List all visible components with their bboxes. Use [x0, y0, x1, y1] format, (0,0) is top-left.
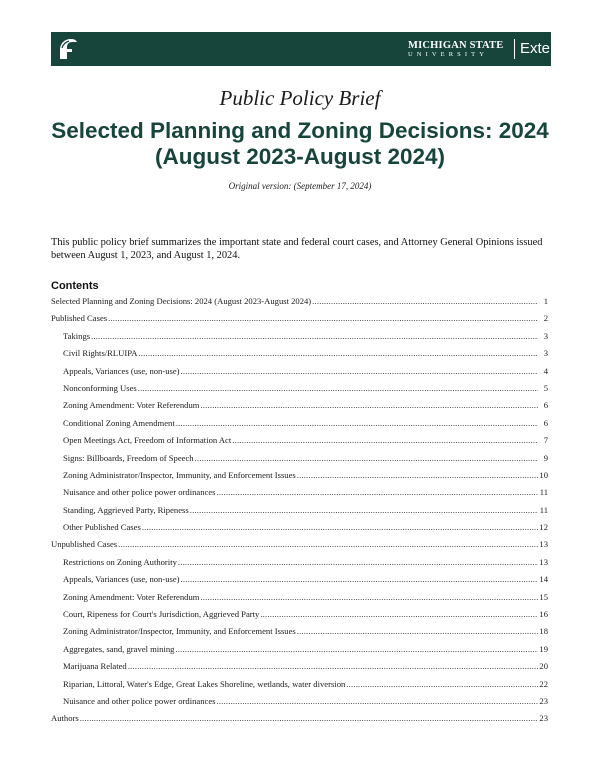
toc-entry-page: 6 — [543, 417, 548, 428]
toc-entry-page: 7 — [543, 435, 548, 446]
toc-entry[interactable] — [51, 696, 548, 713]
toc-entry-page: 22 — [539, 678, 548, 689]
toc-entry-page: 23 — [539, 695, 548, 706]
toc-entry[interactable] — [51, 453, 548, 470]
toc-entry[interactable] — [51, 522, 548, 539]
toc-entry-title: Zoning Administrator/Inspector, Immunity, and Enforcement Issues — [63, 626, 296, 637]
toc-entry-title: Standing, Aggrieved Party, Ripeness — [63, 504, 189, 515]
toc-entry[interactable] — [51, 348, 548, 365]
toc-entry[interactable] — [51, 313, 548, 330]
toc-entry-page: 16 — [539, 609, 548, 620]
toc-dot-leader — [108, 313, 538, 323]
toc-entry-title: Civil Rights/RLUIPA — [63, 348, 138, 359]
summary-paragraph: This public policy brief summarizes the important state and federal court cases, and Attorney General Opinions issued between August 1, 2023, and August 1, 2024. — [51, 237, 543, 261]
toc-entry-page: 13 — [539, 539, 548, 550]
toc-entry-page: 11 — [539, 504, 548, 515]
toc-entry-title: Court, Ripeness for Court's Jurisdiction, Aggrieved Party — [63, 609, 260, 620]
header-divider — [514, 39, 515, 59]
toc-entry-title: Zoning Amendment: Voter Referendum — [63, 591, 200, 602]
toc-dot-leader — [181, 366, 538, 376]
toc-dot-leader — [200, 592, 538, 602]
toc-entry-title: Nuisance and other police power ordinances — [63, 695, 216, 706]
toc-entry-title: Unpublished Cases — [51, 539, 118, 550]
toc-entry-page: 15 — [539, 591, 548, 602]
toc-entry-title: Riparian, Littoral, Water's Edge, Great Lakes Shoreline, wetlands, water diversion — [63, 678, 346, 689]
toc-dot-leader — [297, 626, 538, 636]
extension-label: Extension — [520, 40, 586, 57]
toc-dot-leader — [91, 331, 538, 341]
toc-entry[interactable] — [51, 713, 548, 730]
toc-entry[interactable] — [51, 296, 548, 313]
toc-dot-leader — [232, 435, 538, 445]
toc-entry-title: Aggregates, sand, gravel mining — [63, 643, 175, 654]
toc-entry-title: Published Cases — [51, 313, 108, 324]
toc-entry-title: Appeals, Variances (use, non-use) — [63, 365, 180, 376]
toc-entry-page: 3 — [543, 330, 548, 341]
toc-entry-page: 1 — [543, 296, 548, 306]
toc-entry-title: Marijuana Related — [63, 661, 127, 672]
toc-entry[interactable] — [51, 661, 548, 678]
toc-dot-leader — [80, 713, 538, 723]
toc-dot-leader — [138, 348, 538, 358]
toc-entry-title: Zoning Administrator/Inspector, Immunity, and Enforcement Issues — [63, 469, 296, 480]
toc-entry-page: 9 — [543, 452, 548, 463]
toc-entry[interactable] — [51, 679, 548, 696]
brief-type-heading: Public Policy Brief — [219, 86, 381, 110]
toc-entry[interactable] — [51, 435, 548, 452]
toc-entry[interactable] — [51, 470, 548, 487]
toc-entry[interactable] — [51, 574, 548, 591]
toc-entry-title: Nonconforming Uses — [63, 382, 137, 393]
toc-entry-page: 19 — [539, 643, 548, 654]
spartan-helmet-icon — [57, 37, 79, 61]
toc-entry-page: 5 — [543, 382, 548, 393]
toc-dot-leader — [178, 557, 538, 567]
toc-entry[interactable] — [51, 557, 548, 574]
toc-entry-page: 18 — [539, 626, 548, 637]
toc-entry[interactable] — [51, 626, 548, 643]
toc-entry[interactable] — [51, 644, 548, 661]
toc-dot-leader — [175, 644, 538, 654]
toc-entry[interactable] — [51, 383, 548, 400]
toc-dot-leader — [216, 696, 538, 706]
toc-dot-leader — [297, 470, 538, 480]
toc-entry-page: 12 — [539, 522, 548, 533]
toc-entry[interactable] — [51, 505, 548, 522]
toc-entry-page: 6 — [543, 400, 548, 411]
document-title: Selected Planning and Zoning Decisions: 2024 (August 2023-August 2024) — [51, 118, 549, 169]
toc-entry-page: 3 — [543, 348, 548, 359]
contents-heading: Contents — [51, 280, 99, 292]
toc-dot-leader — [128, 661, 538, 671]
toc-dot-leader — [181, 574, 538, 584]
toc-entry-title: Open Meetings Act, Freedom of Information Act — [63, 435, 232, 446]
toc-dot-leader — [346, 679, 538, 689]
toc-entry[interactable] — [51, 487, 548, 504]
toc-entry[interactable] — [51, 400, 548, 417]
toc-entry-page: 13 — [539, 556, 548, 567]
toc-entry-title: Other Published Cases — [63, 522, 141, 533]
toc-dot-leader — [312, 296, 538, 306]
toc-entry-page: 11 — [539, 487, 548, 498]
toc-dot-leader — [176, 418, 538, 428]
toc-entry-title: Authors — [51, 713, 79, 724]
table-of-contents — [51, 296, 548, 731]
header-band — [51, 32, 586, 66]
toc-entry[interactable] — [51, 418, 548, 435]
toc-dot-leader — [142, 522, 538, 532]
version-note: Original version: (September 17, 2024) — [228, 181, 372, 191]
toc-entry-page: 23 — [539, 713, 548, 724]
toc-dot-leader — [216, 487, 538, 497]
toc-dot-leader — [200, 400, 538, 410]
toc-entry-title: Appeals, Variances (use, non-use) — [63, 574, 180, 585]
toc-dot-leader — [260, 609, 538, 619]
toc-dot-leader — [190, 505, 538, 515]
toc-entry-page: 10 — [539, 469, 548, 480]
toc-entry-title: Takings — [63, 330, 91, 341]
toc-entry-title: Signs: Billboards, Freedom of Speech — [63, 452, 194, 463]
toc-entry-title: Zoning Amendment: Voter Referendum — [63, 400, 200, 411]
toc-entry-page: 4 — [543, 365, 548, 376]
toc-entry-page: 14 — [539, 574, 548, 585]
toc-entry-page: 20 — [539, 661, 548, 672]
toc-entry[interactable] — [51, 331, 548, 348]
university-wordmark: MICHIGAN STATE — [408, 40, 504, 51]
toc-entry-title: Nuisance and other police power ordinances — [63, 487, 216, 498]
toc-dot-leader — [118, 539, 538, 549]
toc-entry[interactable] — [51, 539, 548, 556]
toc-entry-title: Selected Planning and Zoning Decisions: 2024 (August 2023-August 2024) — [51, 296, 312, 306]
toc-entry[interactable] — [51, 366, 548, 383]
toc-entry[interactable] — [51, 609, 548, 626]
toc-entry-title: Restrictions on Zoning Authority — [63, 556, 177, 567]
toc-entry-title: Conditional Zoning Amendment — [63, 417, 175, 428]
toc-dot-leader — [195, 453, 538, 463]
toc-entry-page: 2 — [543, 313, 548, 324]
toc-entry[interactable] — [51, 592, 548, 609]
university-subword: UNIVERSITY — [408, 51, 488, 58]
toc-dot-leader — [138, 383, 538, 393]
